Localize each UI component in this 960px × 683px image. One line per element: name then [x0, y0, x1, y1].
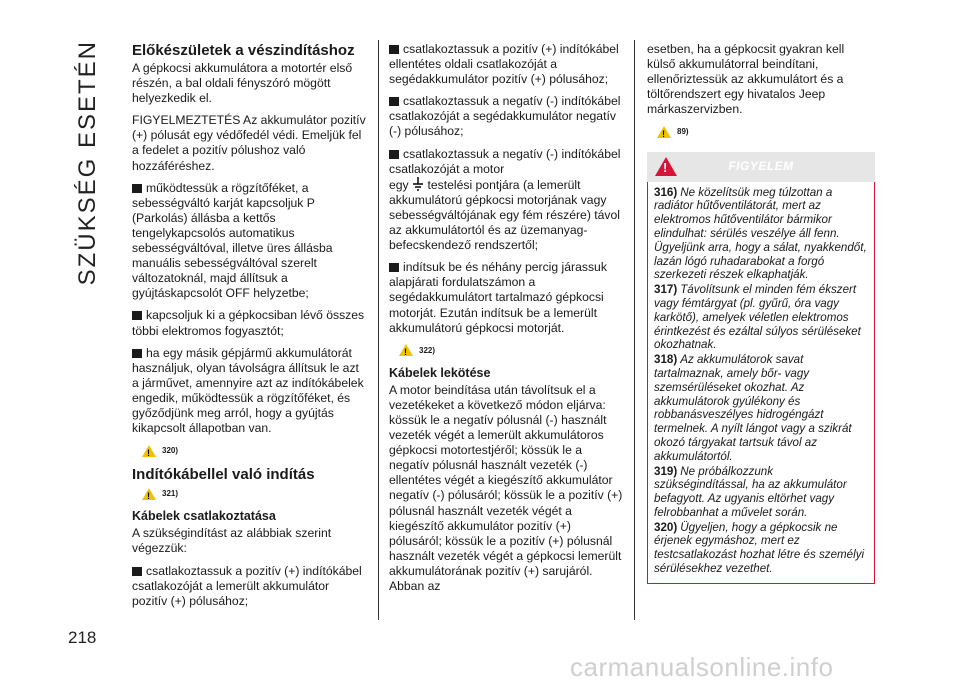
- list-item: [389, 94, 625, 139]
- list-item: [389, 42, 625, 87]
- warning-note-text: Ne próbálkozzunk szükségindítással, ha az akkumulátor befagyott. Az ugyanis eltörhet vagy felrobbanhat a művelet során.: [654, 464, 847, 519]
- warning-note-text: Az akkumulátorok savat tartalmaznak, amely bőr- vagy szemsérüléseket okozhat. Az akkumulátorok gyúlékony és robbanásveszélyes hidrogéngázt termelnek. A nyílt lángot vagy a szikrát okozó tárgyakat tartsuk távol az akkumulátortól.: [654, 353, 852, 463]
- warning-note: [654, 353, 868, 463]
- warning-note: [654, 465, 868, 520]
- column-2: [389, 42, 625, 601]
- warning-note-text: Ne közelítsük meg túlzottan a radiátor hűtőventilátorát, mert az elektromos hűtőventilátor bármikor elindulhat: sérülés veszélye áll fenn. Ügyeljünk arra, hogy a sálat, nyakkendőt, lazán lógó ruhadarabokat a forgó szerkezeti részek elkaphatják.: [654, 185, 867, 282]
- paragraph-battery-location: A gépkocsi akkumulátora a motortér első részén, a bal oldali fényszóró mögött helyezkedik el.: [132, 61, 353, 106]
- warning-reference-number: 322): [419, 345, 436, 355]
- warning-reference-number: 321): [162, 489, 179, 499]
- list-item-text: testelési pontjára (a lemerült akkumulátorú gépkocsi motorjának vagy sebességváltójának egy fém részére) távol az akkumulátortól és az üzemanyag-befecskendező rendszertől;: [389, 177, 621, 253]
- bullet-icon: [132, 184, 142, 193]
- heading-jump-start: Indítókábellel való indítás: [132, 466, 315, 484]
- warning-reference-number: 89): [677, 127, 689, 137]
- column-1: [132, 42, 367, 616]
- heading-cable-disconnection: Kábelek lekötése: [389, 365, 491, 380]
- bullet-icon: [132, 567, 142, 576]
- list-item-text: indítsuk be és néhány percig járassuk alapjárati fordulatszámon a segédakkumulátort tartalmazó gépkocsi motorját. Ezután indítsuk be a lemerült akkumulátorú gépkocsi motorját.: [389, 260, 607, 335]
- warning-note-text: Távolítsunk el minden fém ékszert vagy fémtárgyat (pl. gyűrű, óra vagy karkötő), amelyek véletlen elektromos érintkezést és ezáltal súlyos sérüléseket okozhatnak.: [654, 283, 861, 352]
- danger-triangle-icon: [655, 157, 677, 176]
- heading-cable-connection: Kábelek csatlakoztatása: [132, 509, 276, 524]
- bullet-icon: [389, 263, 399, 272]
- paragraph-procedure: A szükségindítást az alábbiak szerint végezzük:: [132, 526, 332, 556]
- bullet-icon: [132, 349, 142, 358]
- column-3: [647, 42, 875, 584]
- warning-triangle-icon: [657, 126, 671, 138]
- ground-symbol-icon: [412, 177, 424, 191]
- list-item-text: csatlakoztassuk a negatív (-) indítókábel csatlakozóját a motor: [389, 146, 621, 176]
- list-item-text: kapcsoljuk ki a gépkocsiban lévő összes többi elektromos fogyasztót;: [132, 308, 365, 338]
- warning-triangle-icon: [142, 488, 156, 500]
- paragraph-disconnect-procedure: A motor beindítása után távolítsuk el a vezetékeket a következő módon eljárva: kössük le a negatív pólusnál (-) használt vezeték végét a lemerült akkumulátoros gépkocsi motortestjéről; kössük le a negatív pólusnál használt vezeték (-) ellentétes végét a kiegészítő akkumulátor negatív (-) pólusáról; kössük le a pozitív (+) pólusnál használt vezeték végét a kiegészítő akkumulátor pozitív (+) pólusáról; kössük le a pozitív (+) pólusnál használt vezeték végét a gépkocsi lemerült akkumulátorának pozitív (+) sarujáról. Abban az: [389, 382, 623, 593]
- section-title-vertical: [70, 40, 106, 600]
- bullet-icon: [389, 97, 399, 106]
- warning-reference: [142, 443, 367, 458]
- warning-box-title: FIGYELEM: [728, 159, 794, 174]
- column-divider: [634, 40, 635, 620]
- warning-reference: [657, 124, 875, 139]
- column-divider: [378, 40, 379, 620]
- list-item: [132, 564, 367, 609]
- list-item-text: csatlakoztassuk a negatív (-) indítókábel csatlakozóját a segédakkumulátor negatív (-) pólusához;: [389, 94, 621, 139]
- warning-triangle-icon: [399, 344, 413, 356]
- paragraph-warning-cover: FIGYELMEZTETÉS Az akkumulátor pozitív (+) pólusát egy védőfedél védi. Emeljük fel a fedelet a pozitív pólushoz való hozzáféréshez.: [132, 113, 366, 173]
- warning-box-header: [647, 152, 875, 182]
- paragraph-service-advice: esetben, ha a gépkocsit gyakran kell külső akkumulátorral beindítani, ellenőriztessük az akkumulátort és a töltőrendszert egy hivatalos Jeep márkaszervizben.: [647, 42, 845, 117]
- warning-reference: [142, 486, 367, 501]
- list-item-text: egy: [389, 177, 409, 192]
- watermark: carmanualsonline.info: [570, 652, 834, 682]
- warning-reference-number: 320): [162, 446, 179, 456]
- list-item-text: ha egy másik gépjármű akkumulátorát használjuk, olyan távolságra állítsuk le azt a járművet, amennyire azt az indítókábelek engedik, működtessük a rögzítőféket, és győződjünk meg arról, hogy a gyújtás kikapcsolt állapotban van.: [132, 345, 364, 436]
- page-number: 218: [68, 628, 97, 647]
- bullet-icon: [132, 311, 142, 320]
- warning-triangle-icon: [142, 445, 156, 457]
- warning-note: [654, 521, 868, 576]
- warning-note: [654, 186, 868, 283]
- list-item: [132, 346, 367, 437]
- heading-preparation: Előkészületek a vészindításhoz: [132, 42, 355, 59]
- section-title-text: SZÜKSÉG ESETÉN: [74, 40, 101, 286]
- warning-note-number: 316): [654, 185, 678, 199]
- warning-note-number: 320): [654, 520, 678, 534]
- list-item: [132, 181, 367, 302]
- warning-note-number: 318): [654, 353, 678, 367]
- list-item-text: csatlakoztassuk a pozitív (+) indítókábel ellentétes oldali csatlakozóját a segédakkumulátor pozitív (+) pólusához;: [389, 42, 619, 87]
- list-item: [389, 147, 625, 254]
- warning-note-text: Ügyeljen, hogy a gépkocsik ne érjenek egymáshoz, mert ez testcsatlakozást hozhat létre és személyi sérülésekhez vezethet.: [654, 520, 865, 576]
- warning-note-number: 317): [654, 283, 678, 297]
- bullet-icon: [389, 150, 399, 159]
- warning-box-body: [647, 182, 875, 584]
- list-item: [132, 308, 367, 338]
- list-item: [389, 260, 625, 335]
- bullet-icon: [389, 45, 399, 54]
- list-item-text: működtessük a rögzítőféket, a sebességváltó karját kapcsoljuk P (Parkolás) állásba a kettős tengelykapcsolós automatikus sebességváltóval, illetve üres állásba manuális sebességváltóval szerelt változatoknál, majd állítsuk a gyújtáskapcsolót OFF helyzetbe;: [132, 180, 333, 301]
- warning-reference: [399, 343, 625, 358]
- warning-note-number: 319): [654, 464, 678, 478]
- warning-note: [654, 283, 868, 352]
- list-item-text: csatlakoztassuk a pozitív (+) indítókábel csatlakozóját a lemerült akkumulátor pozitív (+) pólusához;: [132, 563, 362, 608]
